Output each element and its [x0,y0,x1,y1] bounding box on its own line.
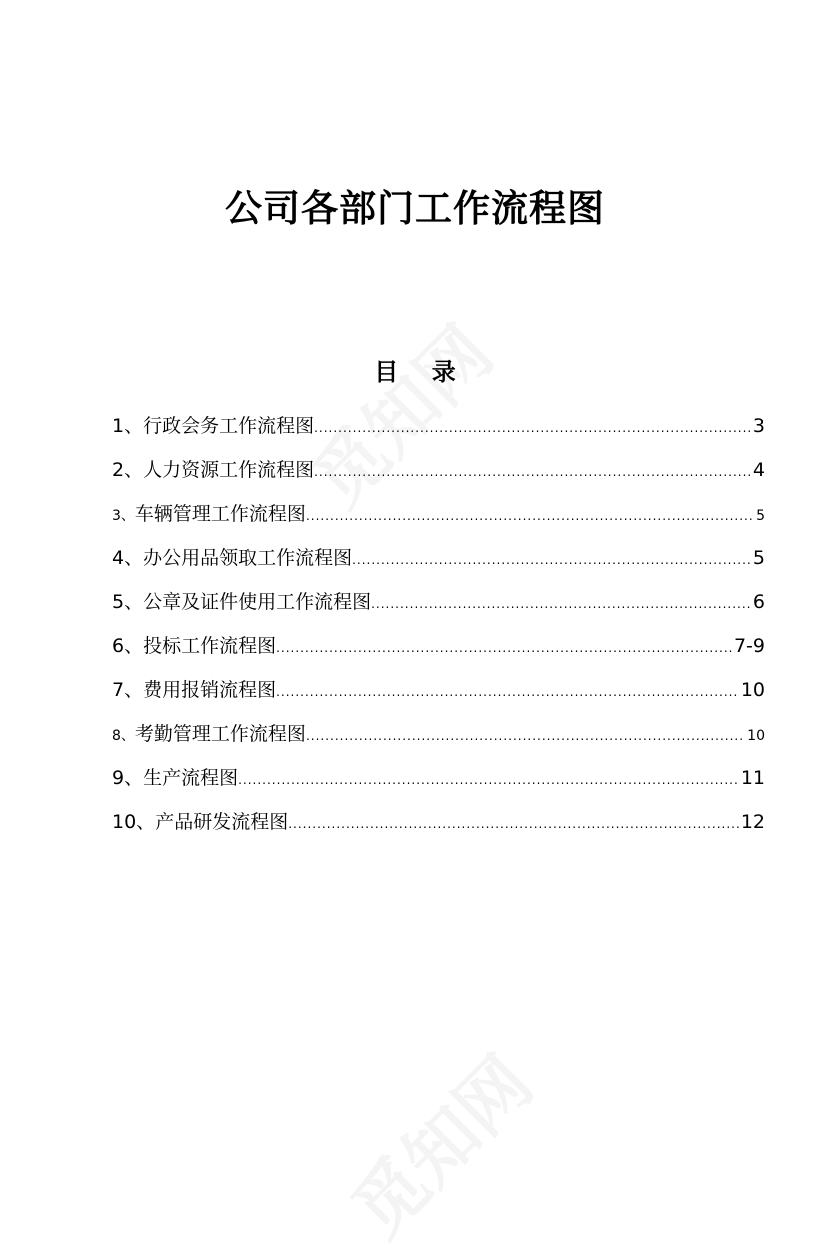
toc-dot-leader [306,494,754,538]
toc-entry-page: 10 [747,728,765,744]
toc-entry[interactable] [112,536,765,580]
toc-dot-leader [314,406,751,450]
toc-dot-leader [352,538,751,582]
toc-entry[interactable] [112,624,765,668]
toc-entry-number: 3、 [112,508,135,524]
document-title: 公司各部门工作流程图 [225,187,605,230]
toc-entry-title: 车辆管理工作流程图 [134,503,306,525]
toc-entry-title: 生产流程图 [143,767,239,789]
toc-entry-page: 4 [752,459,765,481]
toc-dot-leader [238,758,739,802]
toc-entry-number: 1、 [112,415,144,437]
toc-entry-number: 10、 [112,811,156,833]
toc-entry-title: 公章及证件使用工作流程图 [143,591,372,613]
toc-entry-title: 行政会务工作流程图 [143,415,315,437]
toc-entry-page: 5 [756,508,765,524]
toc-dot-leader [314,450,751,494]
toc-entry-number: 4、 [112,547,144,569]
toc-entry-number: 5、 [112,591,144,613]
toc-entry-page: 6 [752,591,765,613]
toc-entry-title: 办公用品领取工作流程图 [143,547,353,569]
toc-entry[interactable] [112,756,765,800]
toc-entry[interactable] [112,712,765,756]
toc-entry[interactable] [112,492,765,536]
toc-entry-title: 投标工作流程图 [143,635,277,657]
toc-entry[interactable] [112,668,765,712]
toc-entry-number: 2、 [112,459,144,481]
table-of-contents [112,404,765,844]
toc-entry-number: 7、 [112,679,144,701]
toc-entry-title: 考勤管理工作流程图 [134,723,306,745]
toc-dot-leader [276,626,732,670]
toc-entry-page: 10 [740,679,765,701]
toc-entry-title: 人力资源工作流程图 [143,459,315,481]
watermark [325,1029,551,1255]
toc-dot-leader [276,670,739,714]
toc-entry-number: 8、 [112,728,135,744]
toc-entry[interactable] [112,448,765,492]
toc-entry-page: 3 [752,415,765,437]
toc-entry-page: 7-9 [733,635,765,657]
toc-entry-page: 12 [740,811,765,833]
toc-entry-page: 11 [740,767,765,789]
toc-entry-title: 产品研发流程图 [155,811,289,833]
toc-entry-number: 9、 [112,767,144,789]
toc-heading: 目 录 [374,358,456,386]
toc-entry[interactable] [112,800,765,844]
toc-dot-leader [306,714,745,758]
toc-dot-leader [371,582,751,626]
toc-entry-page: 5 [752,547,765,569]
toc-entry[interactable] [112,404,765,448]
toc-dot-leader [288,802,739,846]
toc-entry[interactable] [112,580,765,624]
toc-entry-title: 费用报销流程图 [143,679,277,701]
toc-entry-number: 6、 [112,635,144,657]
